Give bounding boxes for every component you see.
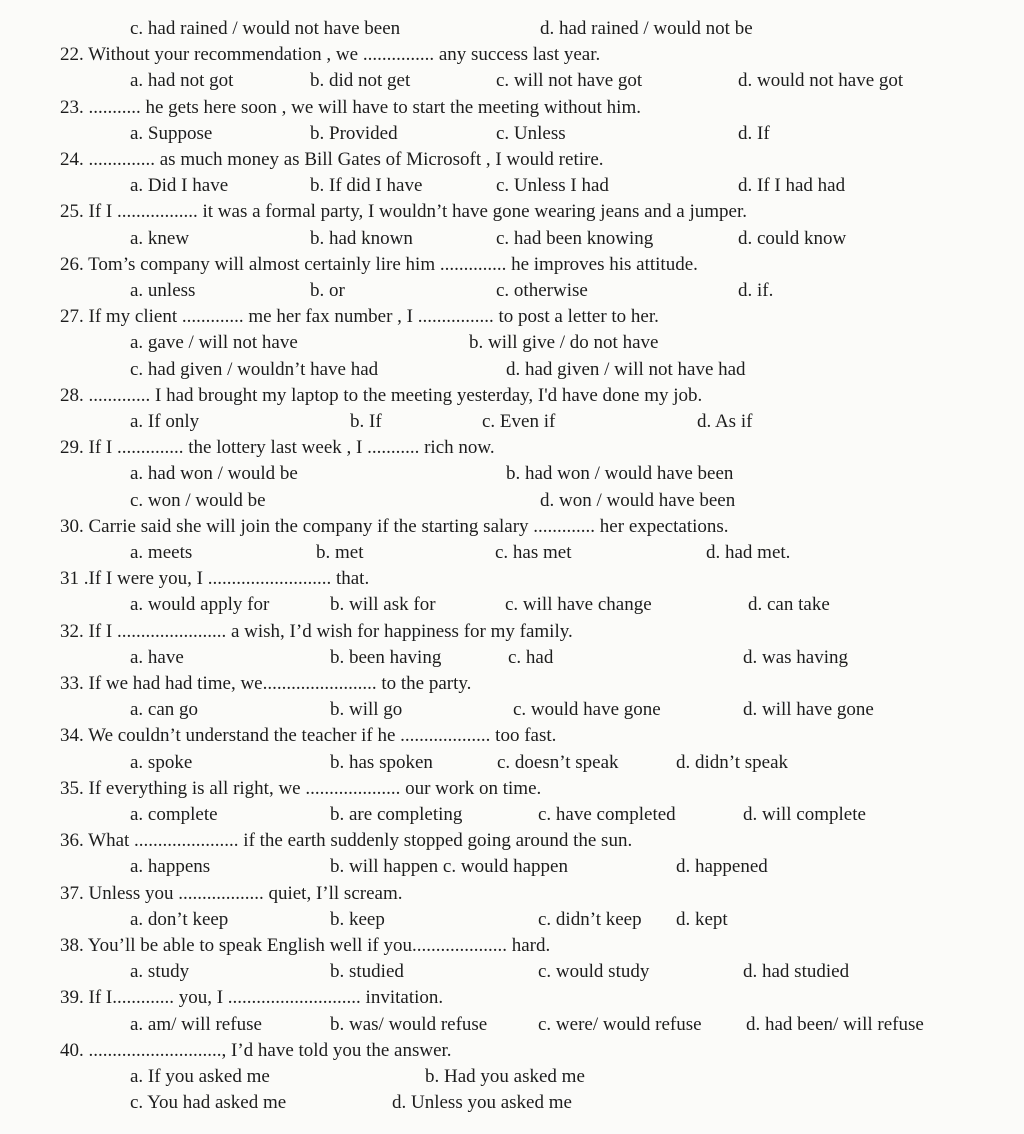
answer-option: a. Did I have [130,175,229,197]
answer-option: c. Unless [496,122,566,144]
answer-option: a. would apply for [130,594,270,616]
answer-option: c. had been knowing [496,227,654,249]
answer-option: b. will give / do not have [469,332,659,354]
question-text: 24. .............. as much money as Bill Gates of Microsoft , I would retire. [60,149,604,170]
answer-option: b. If did I have [310,175,423,197]
answer-option: b. did not get [310,70,411,92]
question-line [0,95,1024,121]
answer-option: a. If only [130,411,200,432]
answer-option: c. doesn’t speak [497,751,619,773]
question-text: 37. Unless you .................. quiet, I’ll scream. [60,882,403,904]
question-line [0,42,1024,68]
question-text: 36. What ...................... if the earth suddenly stopped going around the sun. [60,830,633,852]
answer-option: c. has met [495,542,572,563]
question-line [0,985,1024,1011]
options-line [0,461,1024,487]
options-line [0,802,1024,828]
question-line [0,619,1024,645]
question-line [0,252,1024,278]
options-line [0,854,1024,880]
question-line [0,881,1024,907]
answer-option: b. keep [330,908,385,930]
answer-option: b. will go [330,699,403,721]
options-line [0,330,1024,356]
answer-option: a. have [130,646,184,668]
answer-option: b. will happen c. would happen [330,856,568,878]
question-text: 29. If I .............. the lottery last week , I ........... rich now. [60,437,495,459]
options-line [0,1064,1024,1090]
answer-option: c. Even if [482,411,556,432]
answer-option: c. will not have got [496,70,643,92]
options-line [0,697,1024,723]
options-line [0,357,1024,383]
answer-option: d. won / would have been [540,489,736,511]
options-line [0,226,1024,252]
options-line [0,645,1024,671]
answer-option: d. didn’t speak [676,751,789,773]
answer-option: c. Unless I had [496,175,609,197]
answer-option: a. don’t keep [130,908,229,930]
question-line [0,933,1024,959]
question-text: 39. If I............. you, I ............................ invitation. [60,987,444,1009]
answer-option: c. otherwise [496,280,588,301]
question-text: 31 .If I were you, I .......................... that. [60,568,370,590]
options-line [0,1012,1024,1038]
answer-option: a. complete [130,804,218,825]
answer-option: b. met [316,542,364,563]
answer-option: a. can go [130,699,199,721]
answer-option: b. are completing [330,804,463,825]
answer-option: b. had won / would have been [506,463,734,485]
answer-option: b. Provided [310,122,398,144]
options-line [0,16,1024,42]
answer-option: b. has spoken [330,751,433,773]
question-line [0,147,1024,173]
answer-option: b. was/ would refuse [330,1013,488,1035]
answer-option: a. meets [130,542,193,563]
answer-option: a. knew [130,227,190,249]
question-text: 23. ........... he gets here soon , we will have to start the meeting without him. [60,96,641,118]
answer-option: a. am/ will refuse [130,1013,262,1035]
options-line [0,959,1024,985]
answer-option: a. unless [130,280,196,301]
answer-option: b. had known [310,227,413,249]
answer-option: d. was having [743,646,849,668]
answer-option: b. Had you asked me [425,1066,585,1087]
options-line [0,488,1024,514]
answer-option: c. had given / wouldn’t have had [130,358,379,380]
question-line [0,828,1024,854]
answer-option: a. had not got [130,70,234,92]
answer-option: b. will ask for [330,594,436,616]
answer-option: d. kept [676,908,728,930]
options-line [0,121,1024,147]
options-line [0,1090,1024,1116]
answer-option: b. If [350,411,382,432]
question-text: 38. You’ll be able to speak English well if you.................... hard. [60,935,551,956]
question-text: 35. If everything is all right, we .................... our work on time. [60,777,542,799]
question-line [0,671,1024,697]
question-text: 26. Tom’s company will almost certainly lire him .............. he improves his attitude. [60,253,698,275]
answer-option: b. been having [330,646,442,668]
options-line [0,750,1024,776]
answer-option: d. If I had had [738,175,846,197]
answer-option: d. As if [697,411,753,432]
answer-option: c. won / would be [130,489,266,511]
question-text: 28. ............. I had brought my laptop to the meeting yesterday, I'd have done my job. [60,384,703,406]
answer-option: d. will complete [743,804,866,825]
options-line [0,907,1024,933]
question-line [0,383,1024,409]
options-line [0,68,1024,94]
answer-option: d. if. [738,280,774,301]
question-line [0,776,1024,802]
answer-option: a. study [130,961,190,983]
answer-option: a. happens [130,856,211,878]
answer-option: a. Suppose [130,122,213,144]
question-line [0,723,1024,749]
answer-option: c. didn’t keep [538,908,642,930]
answer-option: d. had rained / would not be [540,18,753,39]
question-line [0,566,1024,592]
answer-option: c. had rained / would not have been [130,18,401,39]
answer-option: d. would not have got [738,70,904,92]
answer-option: d. Unless you asked me [392,1092,572,1114]
answer-option: c. were/ would refuse [538,1013,702,1035]
answer-option: c. You had asked me [130,1092,287,1114]
question-text: 22. Without your recommendation , we ............... any success last year. [60,44,601,66]
answer-option: d. happened [676,856,768,878]
answer-option: c. have completed [538,804,676,825]
options-line [0,540,1024,566]
answer-option: a. If you asked me [130,1066,270,1087]
options-line [0,592,1024,618]
answer-option: d. can take [748,594,830,616]
question-text: 32. If I ....................... a wish, I’d wish for happiness for my family. [60,620,573,642]
question-text: 33. If we had had time, we........................ to the party. [60,673,472,694]
options-line [0,173,1024,199]
question-text: 40. ............................, I’d have told you the answer. [60,1039,452,1061]
answer-option: a. gave / will not have [130,332,298,354]
question-text: 34. We couldn’t understand the teacher if he ................... too fast. [60,725,557,747]
answer-option: d. had met. [706,542,791,563]
answer-option: c. would have gone [513,699,661,721]
answer-option: d. had been/ will refuse [746,1013,924,1035]
question-line [0,304,1024,330]
question-line [0,199,1024,225]
answer-option: d. If [738,122,770,144]
answer-option: b. studied [330,961,404,983]
answer-option: b. or [310,280,345,301]
question-text: 27. If my client ............. me her fax number , I ................ to post a letter to her. [60,306,659,328]
question-line [0,435,1024,461]
options-line [0,409,1024,435]
answer-option: c. would study [538,961,650,983]
options-line [0,278,1024,304]
answer-option: d. could know [738,227,847,249]
question-line [0,1038,1024,1064]
question-line [0,514,1024,540]
answer-option: d. had given / will not have had [506,358,746,380]
answer-option: d. had studied [743,961,850,983]
question-text: 30. Carrie said she will join the company if the starting salary ............. her expectations. [60,515,729,537]
answer-option: c. had [508,646,554,668]
question-text: 25. If I ................. it was a formal party, I wouldn’t have gone wearing jeans and a jumper. [60,201,747,223]
answer-option: a. had won / would be [130,463,298,485]
answer-option: a. spoke [130,751,193,773]
answer-option: c. will have change [505,594,652,616]
answer-option: d. will have gone [743,699,874,721]
